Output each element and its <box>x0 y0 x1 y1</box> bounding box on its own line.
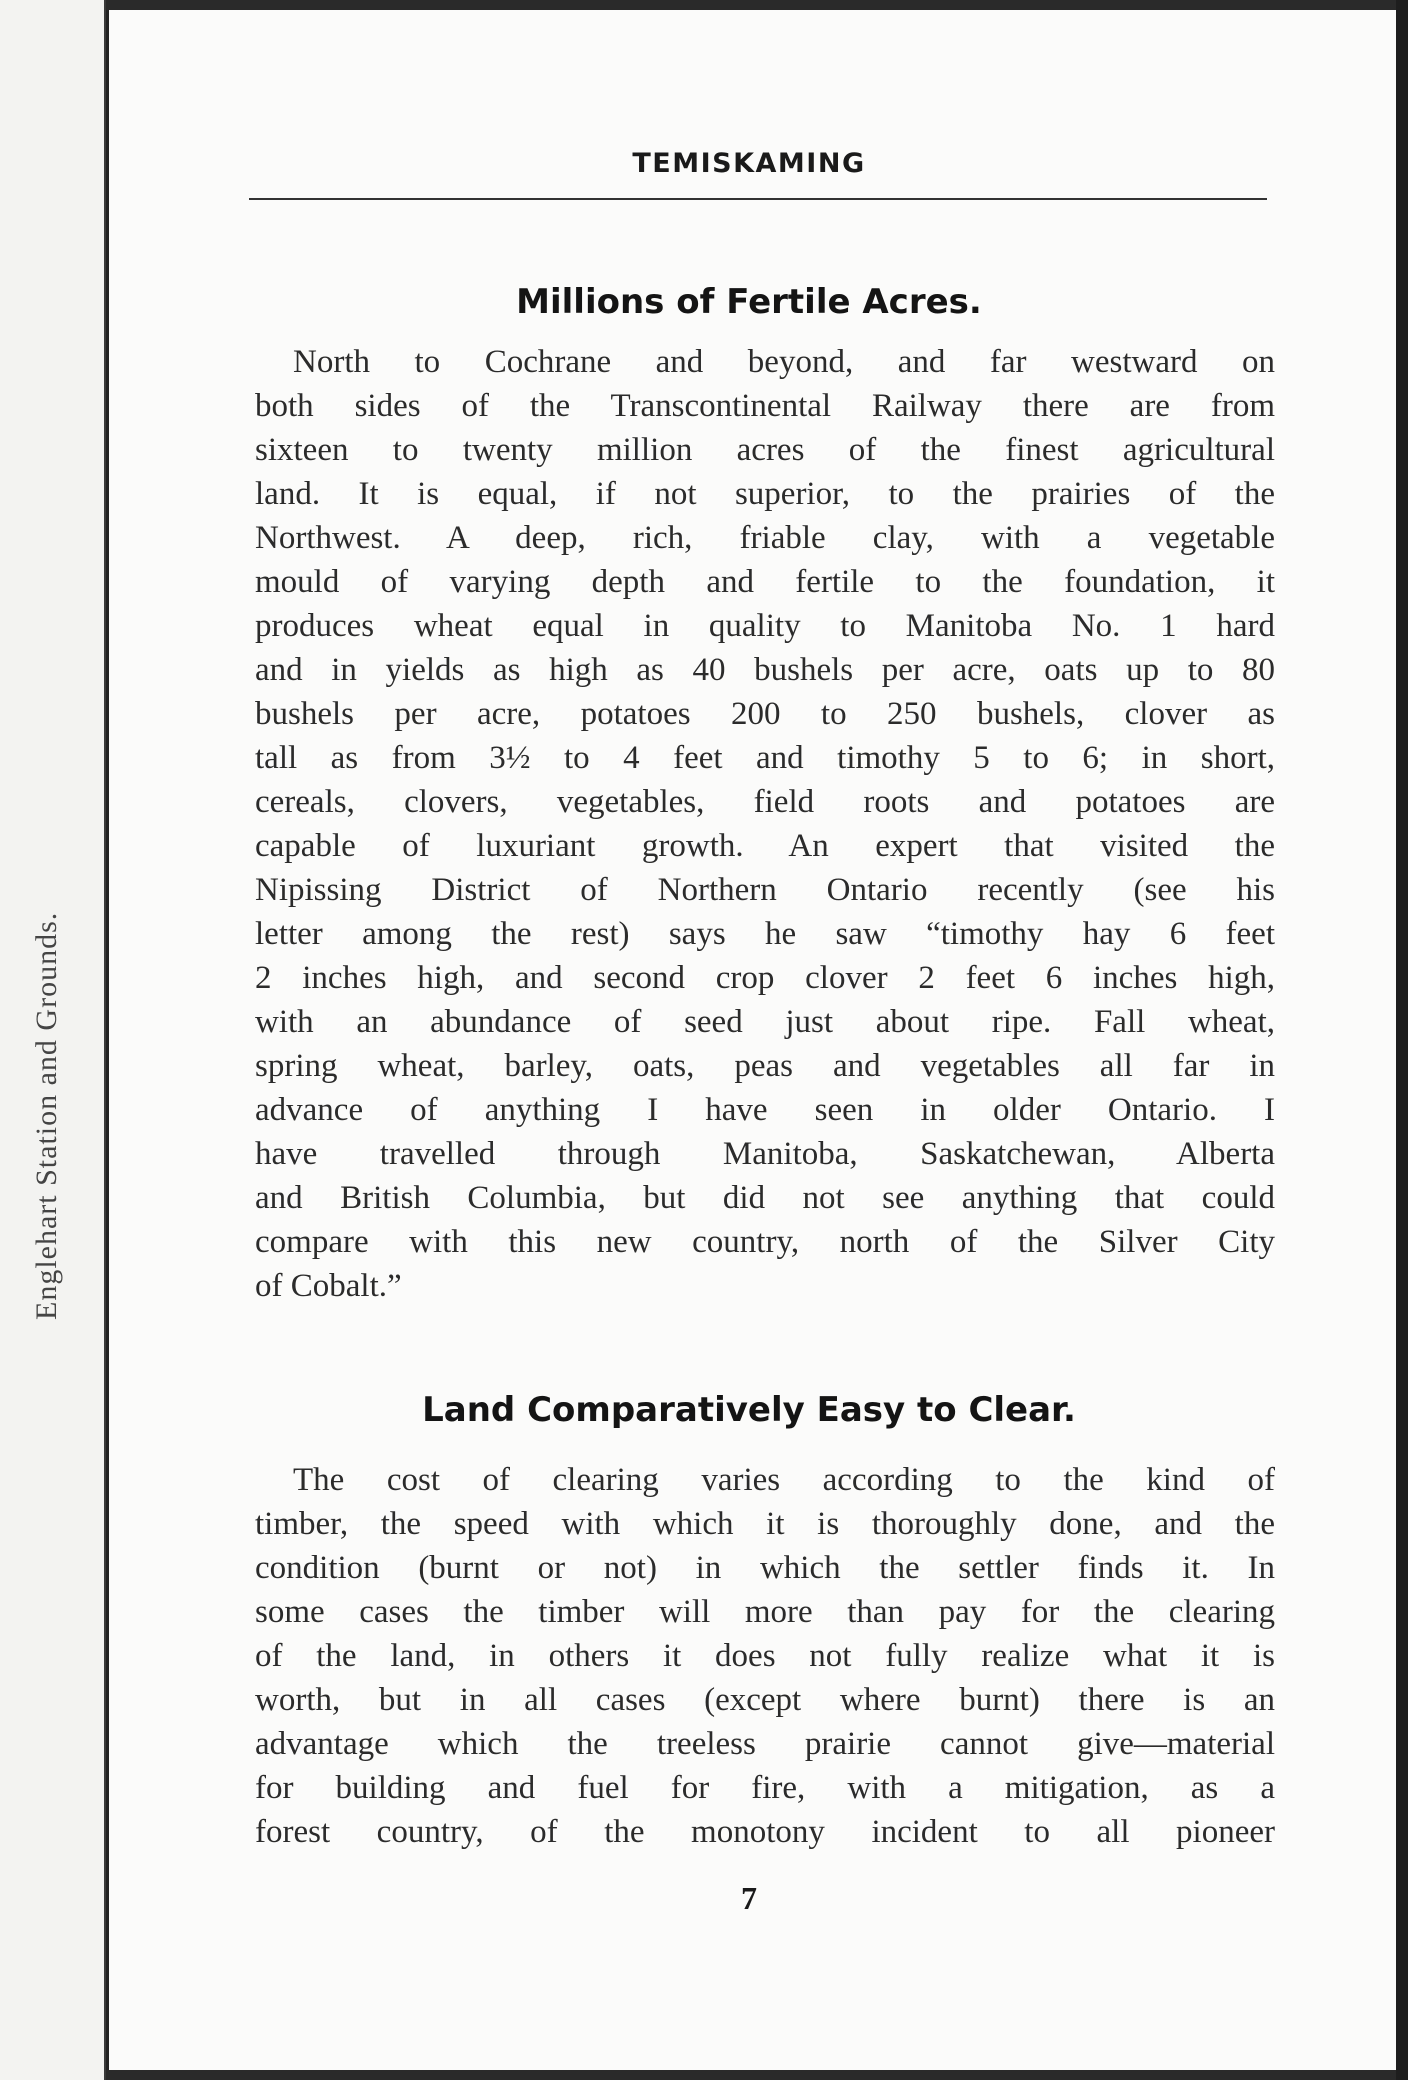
text-line: both sides of the Transcontinental Railway there are from <box>255 388 1275 424</box>
text-line: some cases the timber will more than pay for the clearing <box>255 1594 1275 1630</box>
text-line: capable of luxuriant growth. An expert that visited the <box>255 828 1275 864</box>
text-line: and in yields as high as 40 bushels per acre, oats up to 80 <box>255 652 1275 688</box>
book-page <box>106 10 1399 2070</box>
text-line: letter among the rest) says he saw “timothy hay 6 feet <box>255 916 1275 952</box>
section-heading-fertile-acres: Millions of Fertile Acres. <box>516 282 982 322</box>
facing-page-edge <box>0 0 106 2080</box>
text-line: land. It is equal, if not superior, to the prairies of the <box>255 476 1275 512</box>
text-line: timber, the speed with which it is thoroughly done, and the <box>255 1506 1275 1542</box>
text-line: tall as from 3½ to 4 feet and timothy 5 to 6; in short, <box>255 740 1275 776</box>
text-line: of the land, in others it does not fully realize what it is <box>255 1638 1275 1674</box>
text-line: spring wheat, barley, oats, peas and vegetables all far in <box>255 1048 1275 1084</box>
text-line: worth, but in all cases (except where burnt) there is an <box>255 1682 1275 1718</box>
text-line: North to Cochrane and beyond, and far westward on <box>293 344 1275 380</box>
text-line: for building and fuel for fire, with a mitigation, as a <box>255 1770 1275 1806</box>
text-line: 2 inches high, and second crop clover 2 feet 6 inches high, <box>255 960 1275 996</box>
text-line: Northwest. A deep, rich, friable clay, with a vegetable <box>255 520 1275 556</box>
text-line: sixteen to twenty million acres of the finest agricultural <box>255 432 1275 468</box>
running-head: TEMISKAMING <box>632 148 866 179</box>
text-line: cereals, clovers, vegetables, field roots and potatoes are <box>255 784 1275 820</box>
text-line: with an abundance of seed just about ripe. Fall wheat, <box>255 1004 1275 1040</box>
text-line: advantage which the treeless prairie cannot give—material <box>255 1726 1275 1762</box>
header-rule <box>249 198 1267 200</box>
text-line: mould of varying depth and fertile to the foundation, it <box>255 564 1275 600</box>
text-line: of Cobalt.” <box>255 1268 402 1304</box>
section-heading-easy-to-clear: Land Comparatively Easy to Clear. <box>422 1390 1076 1430</box>
page-number: 7 <box>741 1880 757 1916</box>
text-line: condition (burnt or not) in which the settler finds it. In <box>255 1550 1275 1586</box>
text-line: advance of anything I have seen in older Ontario. I <box>255 1092 1275 1128</box>
facing-page-caption: Englehart Station and Grounds. <box>30 911 63 1320</box>
page-border-right <box>1396 0 1408 2080</box>
text-line: The cost of clearing varies according to the kind of <box>293 1462 1275 1498</box>
text-line: produces wheat equal in quality to Manitoba No. 1 hard <box>255 608 1275 644</box>
text-line: Nipissing District of Northern Ontario recently (see his <box>255 872 1275 908</box>
text-line: compare with this new country, north of the Silver City <box>255 1224 1275 1260</box>
text-line: forest country, of the monotony incident to all pioneer <box>255 1814 1275 1850</box>
text-line: and British Columbia, but did not see anything that could <box>255 1180 1275 1216</box>
text-line: have travelled through Manitoba, Saskatchewan, Alberta <box>255 1136 1275 1172</box>
text-line: bushels per acre, potatoes 200 to 250 bushels, clover as <box>255 696 1275 732</box>
